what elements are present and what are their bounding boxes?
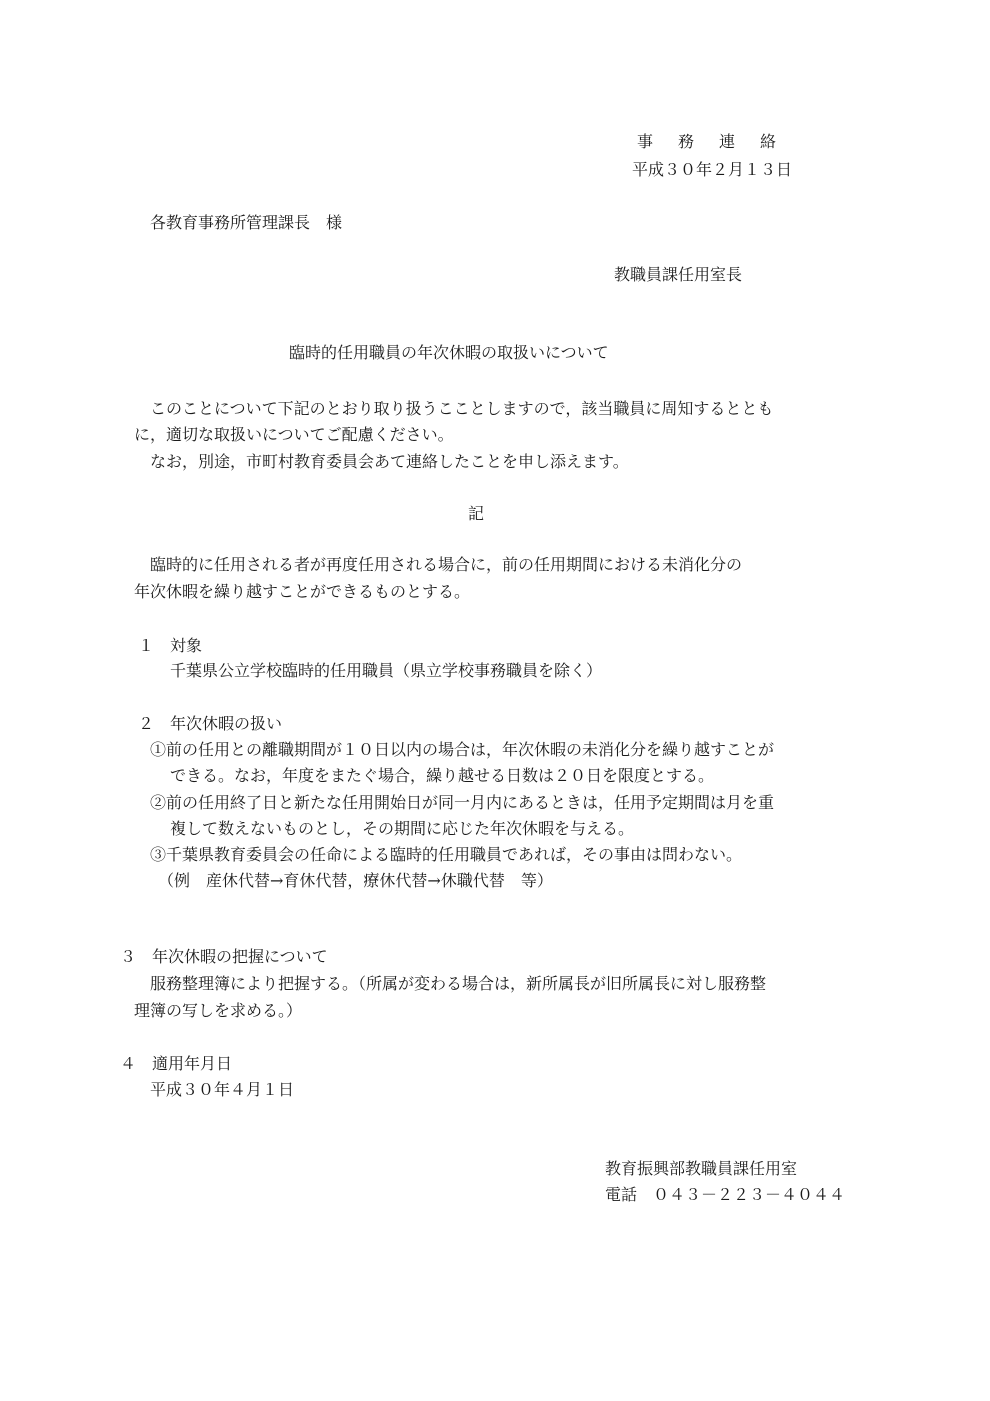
section3-body-1: 服務整理簿により把握する。（所属が変わる場合は，新所属長が旧所属長に対し服務整 bbox=[150, 974, 767, 993]
doc-date: 平成３０年２月１３日 bbox=[632, 160, 793, 179]
intro-line-2: に，適切な取扱いについてご配慮ください。 bbox=[134, 425, 454, 444]
section2-item-1-cont: できる。なお，年度をまたぐ場合，繰り越せる日数は２０日を限度とする。 bbox=[170, 766, 715, 785]
section2-item-2-cont: 複して数えないものとし，その期間に応じた年次休暇を与える。 bbox=[170, 819, 635, 838]
summary-line-1: 臨時的に任用される者が再度任用される場合に，前の任用期間における未消化分の bbox=[150, 555, 743, 574]
section3-heading: ３ 年次休暇の把握について bbox=[120, 947, 328, 966]
section1-heading: １ 対象 bbox=[138, 636, 203, 655]
summary-line-2: 年次休暇を繰り越すことができるものとする。 bbox=[134, 582, 471, 601]
intro-line-1: このことについて下記のとおり取り扱うこことしますので，該当職員に周知するととも bbox=[150, 399, 774, 418]
section3-body-2: 理簿の写しを求める。） bbox=[134, 1001, 303, 1020]
doc-type: 事務連絡 bbox=[637, 132, 802, 151]
section4-heading: ４ 適用年月日 bbox=[120, 1054, 233, 1073]
recipient: 各教育事務所管理課長 様 bbox=[150, 213, 343, 232]
footer-office: 教育振興部教職員課任用室 bbox=[605, 1159, 798, 1178]
section2-item-2: ②前の任用終了日と新たな任用開始日が同一月内にあるときは，任用予定期間は月を重 bbox=[150, 793, 775, 812]
subject-title: 臨時的任用職員の年次休暇の取扱いについて bbox=[289, 343, 609, 362]
ki-marker: 記 bbox=[468, 504, 485, 523]
section2-heading: ２ 年次休暇の扱い bbox=[138, 714, 283, 733]
section2-example: （例 産休代替→育休代替，療休代替→休職代替 等） bbox=[158, 871, 553, 890]
sender: 教職員課任用室長 bbox=[614, 265, 743, 284]
section2-item-3: ③千葉県教育委員会の任命による臨時的任用職員であれば，その事由は問わない。 bbox=[150, 845, 743, 864]
section1-body: 千葉県公立学校臨時的任用職員（県立学校事務職員を除く） bbox=[170, 661, 603, 680]
section4-body: 平成３０年４月１日 bbox=[150, 1080, 295, 1099]
intro-line-3: なお，別途，市町村教育委員会あて連絡したことを申し添えます。 bbox=[150, 452, 629, 471]
section2-item-1: ①前の任用との離職期間が１０日以内の場合は，年次休暇の未消化分を繰り越すことが bbox=[150, 740, 775, 759]
footer-phone: 電話 ０４３－２２３－４０４４ bbox=[605, 1185, 846, 1204]
